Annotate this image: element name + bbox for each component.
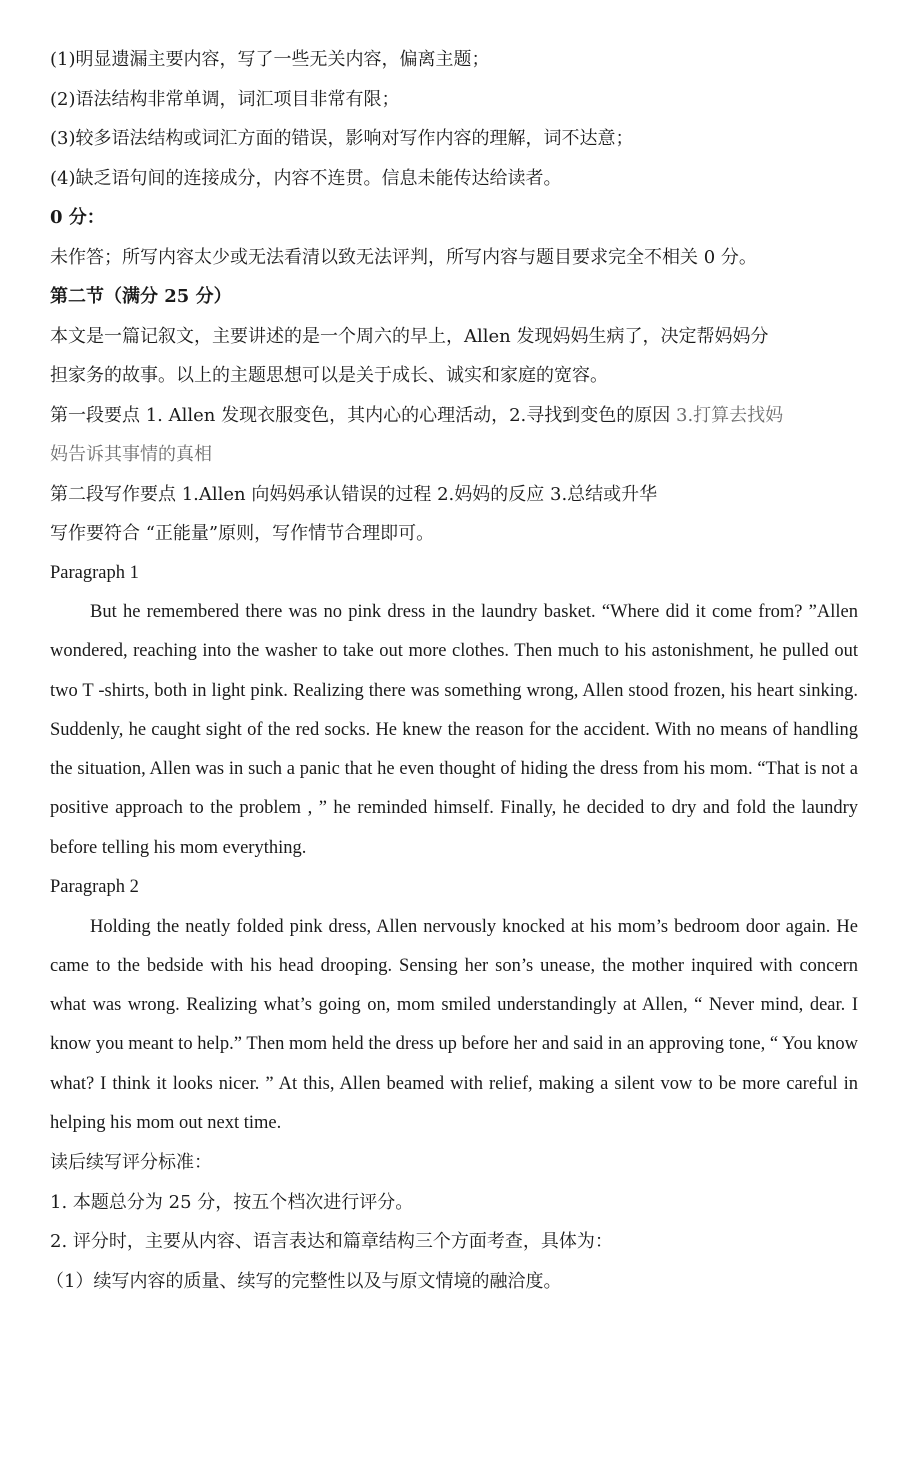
criteria-item-3: (3)较多语法结构或词汇方面的错误，影响对写作内容的理解，词不达意； — [50, 128, 634, 149]
paragraph1-points-line1 — [50, 396, 858, 436]
writing-requirement: 写作要符合 “正能量”原则，写作情节合理即可。 — [50, 523, 435, 544]
grading-item-3: （1）续写内容的质量、续写的完整性以及与原文情境的融洽度。 — [46, 1270, 562, 1292]
paragraph1-points-gray: 3.打算去找妈 — [676, 404, 784, 426]
paragraph2-label: Paragraph 2 — [50, 877, 139, 898]
paragraph1-text: But he remembered there was no pink dress in the laundry basket. “Where did it come from? ”Allen wondered, reaching into the washer to take out more clothes. Then much to his astonishment, he pulled out two T -shirts, both in light pink. Realizing there was something wrong, Allen stood frozen, his heart sinking. Suddenly, he caught sight of the red socks. He knew the reason for the accident. With no means of handling the situation, Allen was in such a panic that he even thought of hiding the dress from his mom. “That is not a positive approach to the problem , ” he reminded himself. Finally, he decided to dry and fold the laundry before telling his mom everything. — [50, 602, 858, 858]
criteria-item-1: (1)明显遗漏主要内容，写了一些无关内容，偏离主题； — [50, 49, 490, 70]
section2-heading: 第二节（满分 25 分） — [50, 286, 232, 307]
document-page — [46, 40, 858, 1301]
paragraph1-label: Paragraph 1 — [50, 562, 139, 583]
paragraph1-points-line2: 妈告诉其事情的真相 — [50, 444, 212, 465]
grading-heading: 读后续写评分标准： — [50, 1152, 212, 1174]
paragraph2-points: 第二段写作要点 1.Allen 向妈妈承认错误的过程 2.妈妈的反应 3.总结或升华 — [50, 483, 658, 505]
zero-score-heading: 0 分： — [50, 207, 105, 228]
section2-summary-line2: 担家务的故事。以上的主题思想可以是关于成长、诚实和家庭的宽容。 — [50, 365, 608, 386]
zero-score-text: 未作答；所写内容太少或无法看清以致无法评判，所写内容与题目要求完全不相关 0 分。 — [50, 246, 757, 268]
section2-summary-line1: 本文是一篇记叙文，主要讲述的是一个周六的早上，Allen 发现妈妈生病了，决定帮妈妈分 — [50, 325, 769, 347]
paragraph1-points-main: 第一段要点 1. Allen 发现衣服变色，其内心的心理活动，2.寻找到变色的原因 — [50, 404, 676, 426]
criteria-item-4: (4)缺乏语句间的连接成分，内容不连贯。信息未能传达给读者。 — [50, 167, 562, 189]
criteria-item-2: (2)语法结构非常单调，词汇项目非常有限； — [50, 88, 400, 110]
paragraph2-text: Holding the neatly folded pink dress, Allen nervously knocked at his mom’s bedroom door again. He came to the bedside with his head drooping. Sensing her son’s unease, the mother inquired with concern what was wrong. Realizing what’s going on, mom smiled understandingly at Allen, “ Never mind, dear. I know you meant to help.” Then mom held the dress up before her and said in an approving tone, “ You know what? I think it looks nicer. ” At this, Allen beamed with relief, making a silent vow to be more careful in helping his mom out next time. — [50, 916, 858, 1134]
grading-item-1: 1. 本题总分为 25 分，按五个档次进行评分。 — [50, 1191, 414, 1213]
grading-item-2: 2. 评分时，主要从内容、语言表达和篇章结构三个方面考查，具体为： — [50, 1231, 613, 1253]
